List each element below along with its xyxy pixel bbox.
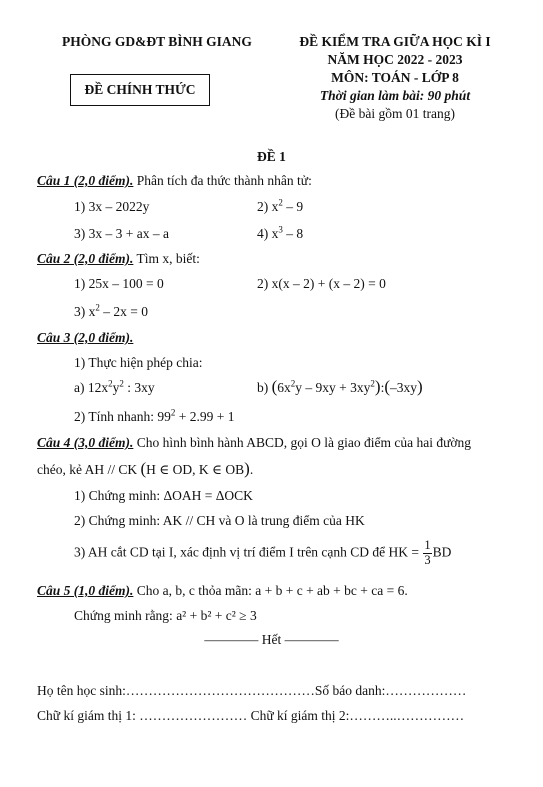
question-3-label: Câu 3 (2,0 điểm). [37, 330, 134, 345]
student-info-line: Họ tên học sinh:……………………………………Số báo danh:……………… [37, 683, 467, 698]
subject: MÔN: TOÁN - LỚP 8 [331, 70, 459, 85]
end-marker: ———— Hết ———— [204, 632, 339, 647]
question-4-line-2: chéo, kẻ AH // CK (H ∈ OD, K ∈ OB). [37, 459, 254, 478]
school-year: NĂM HỌC 2022 - 2023 [327, 52, 463, 67]
q2-item-1: 1) 25x – 100 = 0 [74, 276, 164, 291]
question-4 [37, 435, 471, 451]
question-4-text: Cho hình bình hành ABCD, gọi O là giao điểm của hai đường [133, 435, 472, 450]
exam-title: ĐỀ KIỂM TRA GIỮA HỌC KÌ I [299, 34, 491, 49]
question-2-label: Câu 2 (2,0 điểm). [37, 251, 134, 266]
question-4-label: Câu 4 (3,0 điểm). [37, 435, 134, 450]
fraction-one-third: $\frac{1}{3}$ [424, 538, 431, 567]
q1-item-1: 1) 3x – 2022y [74, 199, 150, 214]
q4-part-3: 3) AH cắt CD tại I, xác định vị trí điểm I trên cạnh CD để HK = $\frac{1}{3}$ BD [74, 538, 452, 567]
q4-part-2: 2) Chứng minh: AK // CH và O là trung điểm của HK [74, 513, 365, 528]
q2-item-3: 3) $x^2 - 2x = 0$ [74, 302, 148, 319]
question-2-text: Tìm x, biết: [133, 251, 200, 266]
q1-item-3: 3) 3x – 3 + ax – a [74, 226, 169, 241]
q4-part-1: 1) Chứng minh: ΔOAH = ΔOCK [74, 488, 253, 503]
school-office: PHÒNG GD&ĐT BÌNH GIANG [62, 34, 252, 49]
question-5-label: Câu 5 (1,0 điểm). [37, 583, 134, 598]
q1-item-2: 2) $x^2 - 9$ [257, 197, 304, 214]
q5-prove: Chứng minh rằng: a² + b² + c² ≥ 3 [74, 608, 257, 623]
official-stamp-box: ĐỀ CHÍNH THỨC [70, 74, 210, 106]
exam-code: ĐỀ 1 [257, 149, 286, 164]
question-5: Câu 5 (1,0 điểm). Cho a, b, c thỏa mãn: a + b + c + ab + bc + ca = 6. [37, 583, 408, 598]
time-limit: Thời gian làm bài: 90 phút [319, 88, 471, 103]
q3-item-b: b) ($6x^2y - 9xy$ + $3xy^2):(-3xy)$ [257, 377, 423, 396]
question-3 [37, 330, 133, 346]
q3-sub-1: 1) Thực hiện phép chia: [74, 355, 203, 370]
q1-item-4: 4) $x^3 - 8$ [257, 224, 304, 241]
question-2 [37, 251, 200, 267]
question-1-text: Phân tích đa thức thành nhân tử: [133, 173, 312, 188]
q3-sub-2: 2) Tính nhanh: $99^2 + 2.99 + 1$ [74, 407, 235, 424]
q3-item-a: a) $12x^2y^2$ : 3xy [74, 378, 155, 395]
question-1-label: Câu 1 (2,0 điểm). [37, 173, 134, 188]
q2-item-2: 2) x(x – 2) + (x – 2) = 0 [257, 276, 386, 291]
page-count: (Đề bài gồm 01 trang) [335, 106, 455, 121]
proctor-signature-line: Chữ kí giám thị 1: …………………… Chữ kí giám thị 2:………..…………… [37, 708, 465, 723]
question-1 [37, 173, 312, 189]
